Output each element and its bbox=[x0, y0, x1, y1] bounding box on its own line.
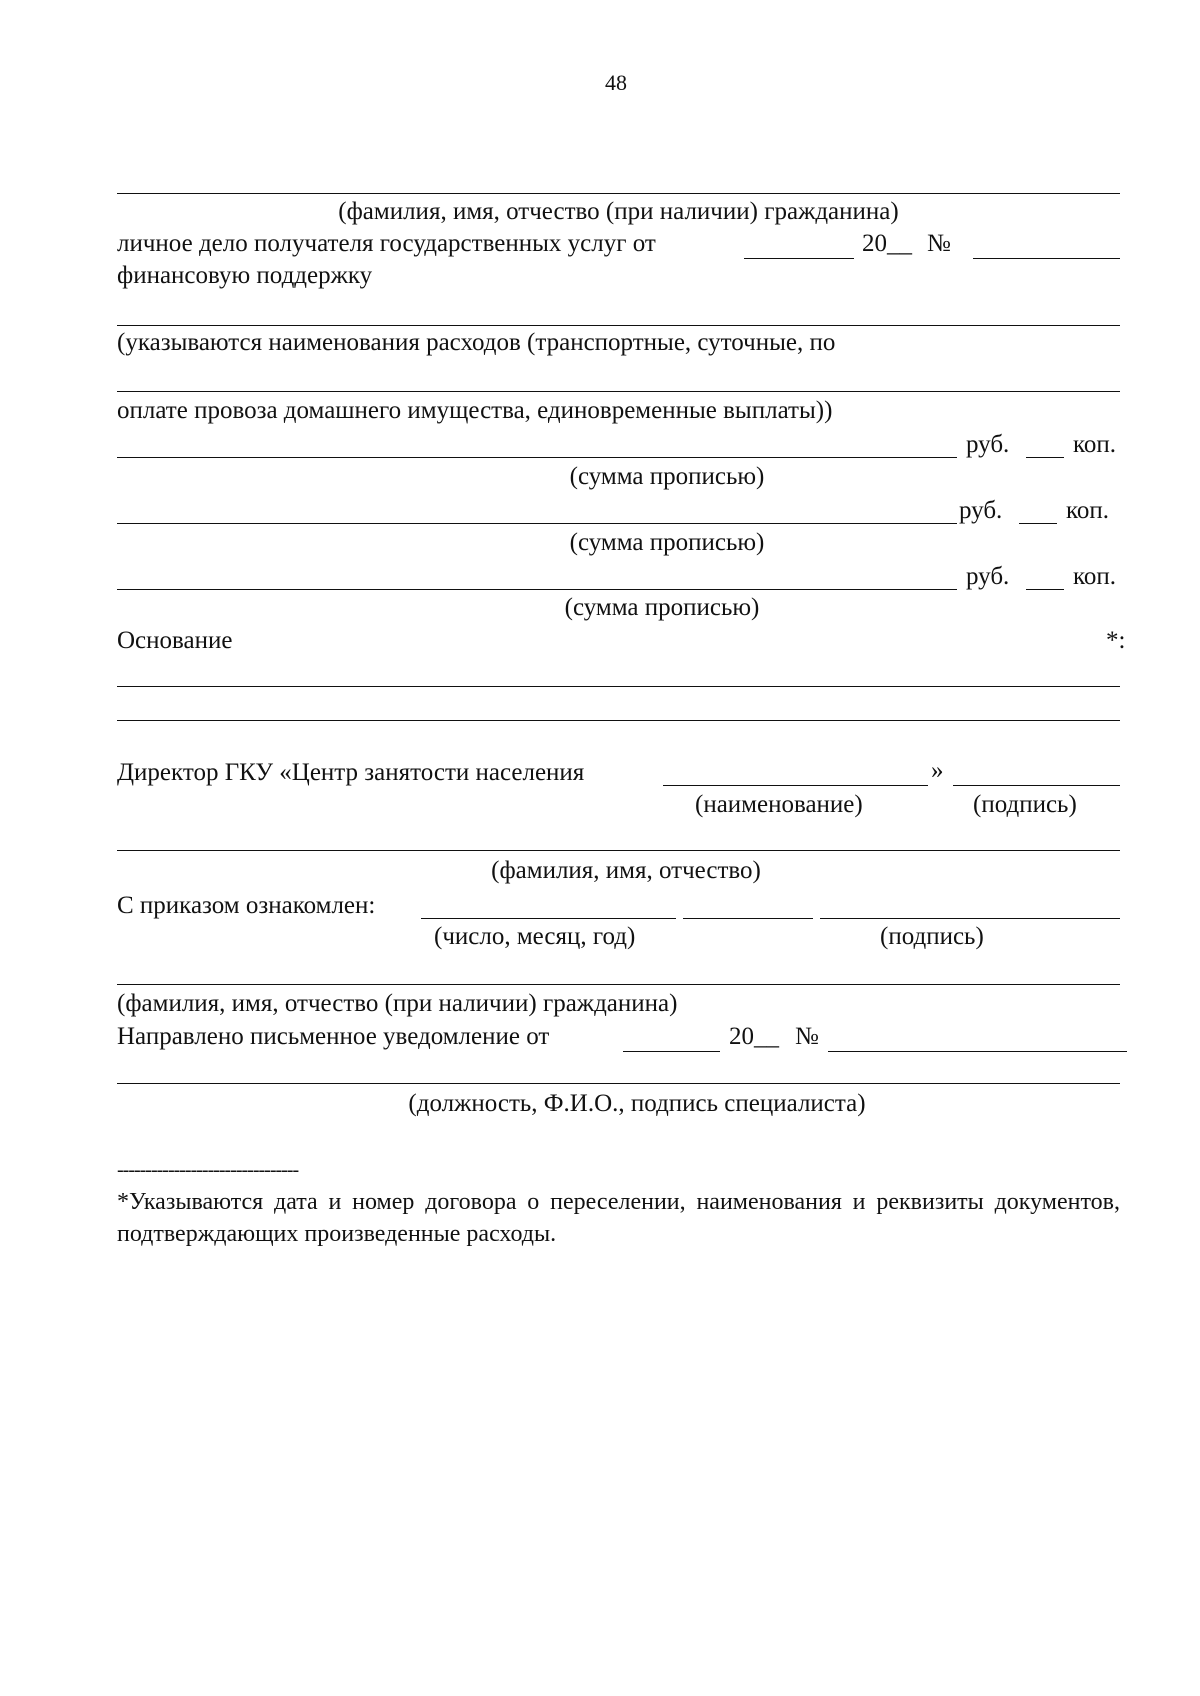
personal-file-date-field[interactable] bbox=[744, 258, 854, 259]
notice-year: 20__ bbox=[729, 1023, 779, 1050]
amount-kop-label: коп. bbox=[1066, 497, 1110, 524]
acquainted-signature-caption: (подпись) bbox=[880, 923, 984, 950]
acquainted-text: С приказом ознакомлен: bbox=[117, 892, 376, 919]
director-text: Директор ГКУ «Центр занятости населения bbox=[117, 759, 585, 786]
director-name-caption: (наименование) bbox=[695, 791, 863, 818]
director-closing-quote: » bbox=[931, 757, 944, 784]
specialist-field[interactable] bbox=[117, 1083, 1120, 1084]
personal-file-year: 20__ bbox=[862, 230, 912, 257]
acquainted-date-field[interactable] bbox=[421, 918, 676, 919]
amount-words-field[interactable] bbox=[117, 523, 957, 524]
notice-date-field[interactable] bbox=[623, 1051, 720, 1052]
expenses-caption-1: (указываются наименования расходов (транспортные, суточные, по bbox=[117, 329, 836, 356]
acquainted-field-2[interactable] bbox=[683, 918, 813, 919]
page-number: 48 bbox=[605, 70, 627, 95]
amount-rub-label: руб. bbox=[966, 563, 1010, 590]
amount-kop-label: коп. bbox=[1073, 431, 1117, 458]
specialist-caption: (должность, Ф.И.О., подпись специалиста) bbox=[408, 1090, 866, 1117]
amount-kop-field[interactable] bbox=[1026, 589, 1064, 590]
basis-field-1[interactable] bbox=[117, 686, 1120, 687]
basis-label: Основание bbox=[117, 627, 233, 654]
expenses-line-1[interactable] bbox=[117, 325, 1120, 326]
personal-file-number-field[interactable] bbox=[973, 258, 1120, 259]
acquainted-date-caption: (число, месяц, год) bbox=[434, 923, 636, 950]
amount-rub-label: руб. bbox=[966, 431, 1010, 458]
amount-caption: (сумма прописью) bbox=[569, 463, 765, 490]
personal-file-text: личное дело получателя государственных услуг от bbox=[117, 230, 656, 257]
acquainted-signature-field[interactable] bbox=[820, 918, 1120, 919]
notice-number-sign: № bbox=[795, 1023, 819, 1050]
director-fio-caption: (фамилия, имя, отчество) bbox=[491, 857, 761, 884]
basis-footnote-mark: *: bbox=[1106, 627, 1126, 654]
director-signature-caption: (подпись) bbox=[973, 791, 1077, 818]
amount-caption: (сумма прописью) bbox=[569, 529, 765, 556]
amount-kop-field[interactable] bbox=[1026, 457, 1064, 458]
footnote-text: *Указываются дата и номер договора о переселении, наименования и реквизиты документов, подтверждающих произведенные расходы. bbox=[117, 1189, 1120, 1247]
citizen-name-caption: (фамилия, имя, отчество (при наличии) гражданина) bbox=[338, 198, 899, 225]
amount-rub-label: руб. bbox=[959, 497, 1003, 524]
notice-text: Направлено письменное уведомление от bbox=[117, 1023, 550, 1050]
amount-words-field[interactable] bbox=[117, 589, 957, 590]
footnote-separator: -------------------------------- bbox=[117, 1159, 299, 1181]
expenses-line-2[interactable] bbox=[117, 391, 1120, 392]
personal-file-number-sign: № bbox=[927, 230, 951, 257]
acquainted-citizen-caption: (фамилия, имя, отчество (при наличии) гражданина) bbox=[117, 990, 678, 1017]
amount-kop-label: коп. bbox=[1073, 563, 1117, 590]
expenses-caption-2: оплате провоза домашнего имущества, единовременные выплаты)) bbox=[117, 397, 833, 424]
basis-field-2[interactable] bbox=[117, 720, 1120, 721]
amount-words-field[interactable] bbox=[117, 457, 957, 458]
acquainted-citizen-field[interactable] bbox=[117, 984, 1120, 985]
citizen-name-line[interactable] bbox=[117, 193, 1120, 194]
director-fio-field[interactable] bbox=[117, 850, 1120, 851]
amount-caption: (сумма прописью) bbox=[564, 594, 760, 621]
notice-number-field[interactable] bbox=[828, 1051, 1127, 1052]
financial-support-text: финансовую поддержку bbox=[117, 262, 373, 289]
amount-kop-field[interactable] bbox=[1019, 523, 1057, 524]
director-signature-field[interactable] bbox=[953, 785, 1120, 786]
employment-center-name-field[interactable] bbox=[663, 785, 928, 786]
